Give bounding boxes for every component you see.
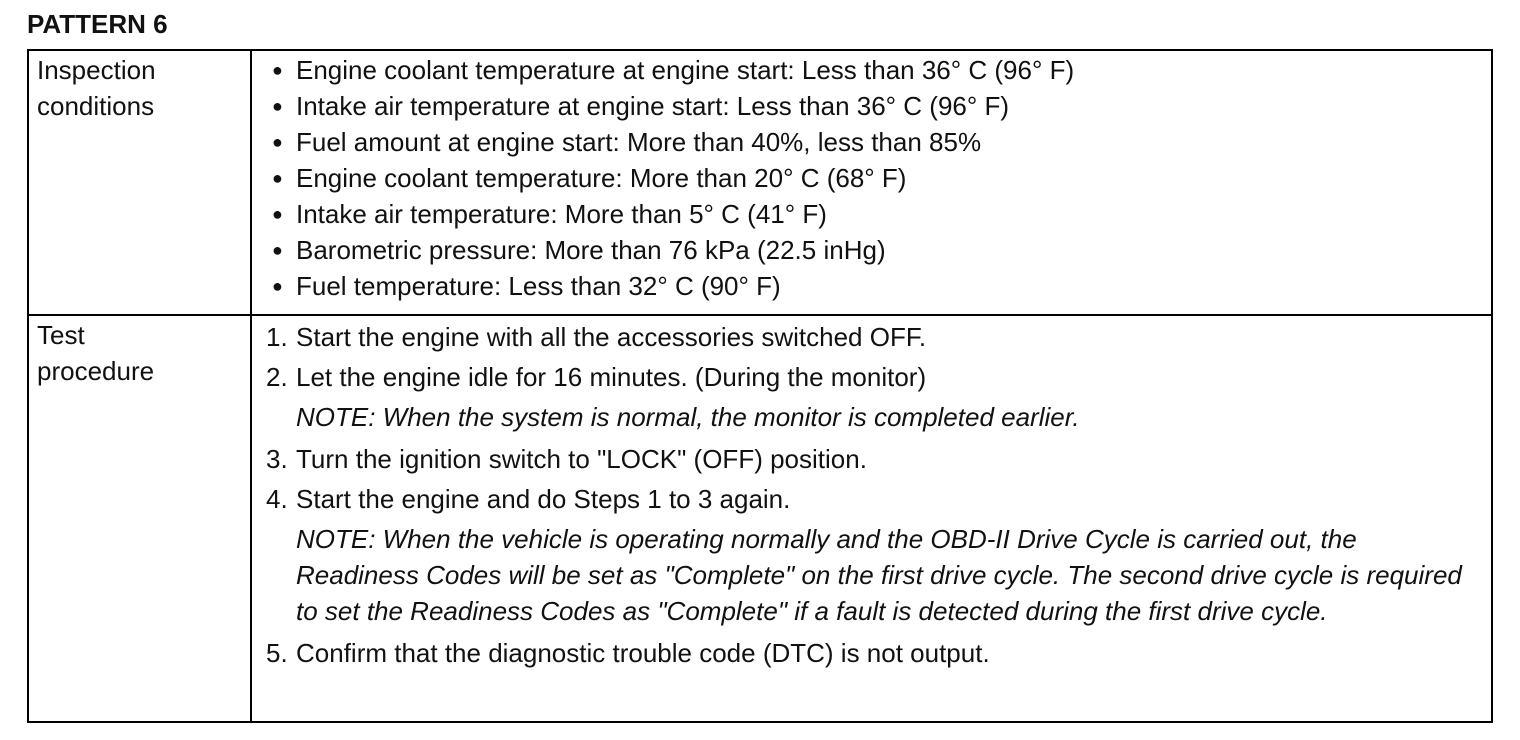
list-item: ● Barometric pressure: More than 76 kPa (22.5 inHg) (266, 232, 1481, 268)
procedure-steps (266, 317, 1481, 673)
list-item: ● Fuel amount at engine start: More than 40%, less than 85% (266, 124, 1481, 160)
test-procedure-content (251, 315, 1492, 722)
inspection-conditions-label (28, 50, 251, 315)
procedure-step-5: 5. Confirm that the diagnostic trouble code (DTC) is not output. (266, 638, 990, 668)
spec-table (27, 49, 1493, 723)
test-procedure-label (28, 315, 251, 722)
conditions-list (266, 52, 1481, 304)
list-item: ● Fuel temperature: Less than 32° C (90° F) (266, 268, 1481, 304)
bullet-icon: ● (272, 60, 283, 80)
procedure-step-4: 4. Start the engine and do Steps 1 to 3 again. NOTE: When the vehicle is operating normally and the OBD-II Drive Cycle is carried out, the Readiness Codes will be set as "Complete" on the first drive cycle. The second drive cycle is required to set the Readiness Codes as "Complete" if a fault is detected during the first drive cycle. (266, 479, 1481, 633)
table-row-inspection-conditions (28, 50, 1492, 315)
bullet-icon: ● (272, 240, 283, 260)
procedure-step-1: 1. Start the engine with all the accessories switched OFF. (266, 322, 927, 352)
inspection-conditions-content (251, 50, 1492, 315)
list-item: ● Engine coolant temperature at engine start: Less than 36° C (96° F) (266, 52, 1481, 88)
procedure-step-3: 3. Turn the ignition switch to "LOCK" (OFF) position. (266, 444, 867, 474)
table-row-test-procedure (28, 315, 1492, 722)
bullet-icon: ● (272, 204, 283, 224)
list-item: ● Intake air temperature: More than 5° C (41° F) (266, 196, 1481, 232)
bullet-icon: ● (272, 96, 283, 116)
procedure-step-2: 2. Let the engine idle for 16 minutes. (During the monitor) NOTE: When the system is normal, the monitor is completed earlier. (266, 357, 1481, 439)
row-label: Test procedure (37, 320, 155, 386)
list-item: ● Intake air temperature at engine start: Less than 36° C (96° F) (266, 88, 1481, 124)
step-note: NOTE: When the vehicle is operating normally and the OBD-II Drive Cycle is carried out, the Readiness Codes will be set as "Complete" on the first drive cycle. The second drive cycle is required to set the Readiness Codes as "Complete" if a fault is detected during the first drive cycle. (296, 524, 1462, 626)
row-label: Inspection conditions (37, 55, 156, 121)
list-item: ● Engine coolant temperature: More than 20° C (68° F) (266, 160, 1481, 196)
bullet-icon: ● (272, 276, 283, 296)
page-title: PATTERN 6 (27, 9, 168, 39)
bullet-icon: ● (272, 132, 283, 152)
step-note: NOTE: When the system is normal, the monitor is completed earlier. (296, 402, 1080, 432)
bullet-icon: ● (272, 168, 283, 188)
